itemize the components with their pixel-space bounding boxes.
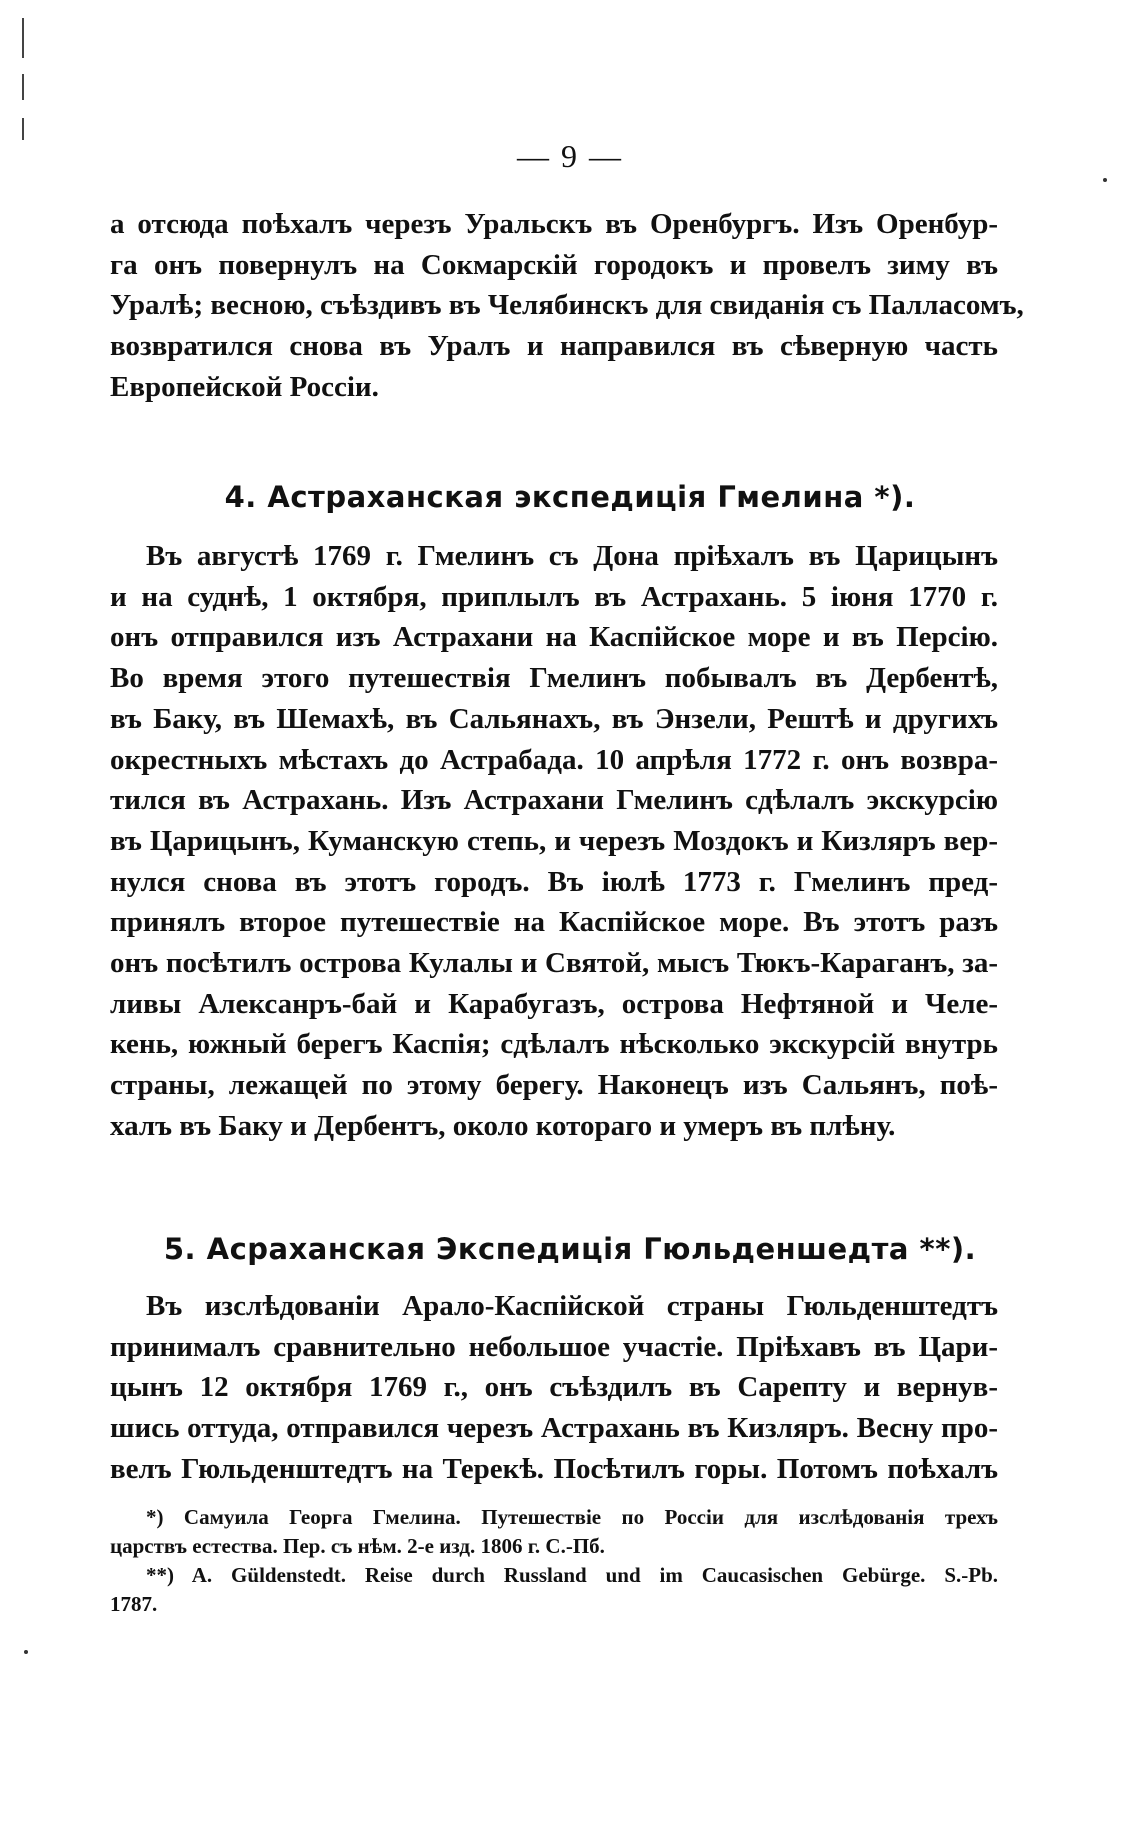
text-line: тился въ Астрахань. Изъ Астрахани Гмелинъ сдѣлалъ экскурсію (110, 784, 998, 817)
text-line: окрестныхъ мѣстахъ до Астрабада. 10 апрѣля 1772 г. онъ возвра- (110, 743, 998, 776)
section-5-paragraph (110, 1286, 998, 1490)
text-line: Европейской Россіи. (110, 370, 379, 403)
footnote-separator (110, 1498, 998, 1499)
section-4-paragraph (110, 536, 998, 1147)
text-line: нулся снова въ этотъ городъ. Въ іюлѣ 1773 г. Гмелинъ пред- (110, 865, 998, 898)
text-line: онъ посѣтилъ острова Кулалы и Святой, мысъ Тюкъ-Караганъ, за- (110, 947, 998, 980)
text-line: возвратился снова въ Уралъ и направился въ сѣверную часть (110, 330, 998, 363)
text-line: велъ Гюльденштедтъ на Терекѣ. Посѣтилъ горы. Потомъ поѣхалъ (110, 1452, 998, 1485)
footnote-line: 1787. (110, 1592, 158, 1616)
section-5-heading: 5. Асраханская Экспедиція Гюльденшедта **). (163, 1232, 977, 1266)
text-line: принималъ сравнительно небольшое участіе. Пріѣхавъ въ Цари- (110, 1330, 998, 1363)
text-line: онъ отправился изъ Астрахани на Каспійское море и въ Персію. (110, 621, 998, 654)
text-line: га онъ повернулъ на Сокмарскій городокъ и провелъ зиму въ (110, 248, 998, 281)
intro-paragraph (110, 204, 1024, 408)
page-number: — 9 — (517, 138, 623, 174)
text-line: въ Баку, въ Шемахѣ, въ Сальянахъ, въ Энзели, Рештѣ и другихъ (110, 702, 998, 735)
scan-speck (1103, 178, 1107, 182)
section-4-heading: 4. Астраханская экспедиція Гмелина *). (224, 480, 916, 514)
text-line: принялъ второе путешествіе на Каспійское море. Въ этотъ разъ (110, 906, 998, 939)
footnotes (110, 1503, 998, 1619)
text-line: цынъ 12 октября 1769 г., онъ съѣздилъ въ Сарепту и вернув- (110, 1371, 998, 1404)
text-line: Въ августѣ 1769 г. Гмелинъ съ Дона пріѣхалъ въ Царицынъ (146, 540, 998, 572)
text-line: страны, лежащей по этому берегу. Наконецъ изъ Сальянъ, поѣ- (110, 1069, 998, 1102)
text-line: въ Царицынъ, Куманскую степь, и черезъ Моздокъ и Кизляръ вер- (110, 824, 998, 857)
scan-edge-mark (22, 18, 24, 58)
text-line: шись оттуда, отправился черезъ Астрахань въ Кизляръ. Весну про- (110, 1412, 998, 1445)
footnote-line: *) Самуила Георга Гмелина. Путешествіе по Россіи для изслѣдованія трехъ (146, 1505, 998, 1529)
text-line: кень, южный берегъ Каспія; сдѣлалъ нѣсколько экскурсій внутрь (110, 1028, 998, 1061)
scan-edge-mark (22, 118, 24, 140)
text-line: ливы Алексанръ-бай и Карабугазъ, острова Нефтяной и Челе- (110, 987, 998, 1020)
scan-edge-mark (22, 74, 24, 100)
text-line: Уралѣ; весною, съѣздивъ въ Челябинскъ для свиданія съ Палласомъ, (110, 289, 1024, 322)
footnote-line: **) A. Güldenstedt. Reise durch Russland und im Caucasischen Gebürge. S.-Pb. (146, 1563, 998, 1587)
text-line: халъ въ Баку и Дербентъ, около котораго и умеръ въ плѣну. (110, 1109, 896, 1142)
scan-speck (24, 1650, 28, 1654)
text-line: Во время этого путешествія Гмелинъ побывалъ въ Дербентѣ, (110, 662, 998, 695)
text-line: Въ изслѣдованіи Арало-Каспійской страны Гюльденштедтъ (146, 1290, 998, 1322)
text-line: а отсюда поѣхалъ черезъ Уральскъ въ Оренбургъ. Изъ Оренбур- (110, 208, 998, 240)
text-line: и на суднѣ, 1 октября, приплылъ въ Астрахань. 5 іюня 1770 г. (110, 580, 998, 613)
footnote-line: царствъ естества. Пер. съ нѣм. 2-е изд. 1806 г. С.-Пб. (110, 1534, 605, 1558)
